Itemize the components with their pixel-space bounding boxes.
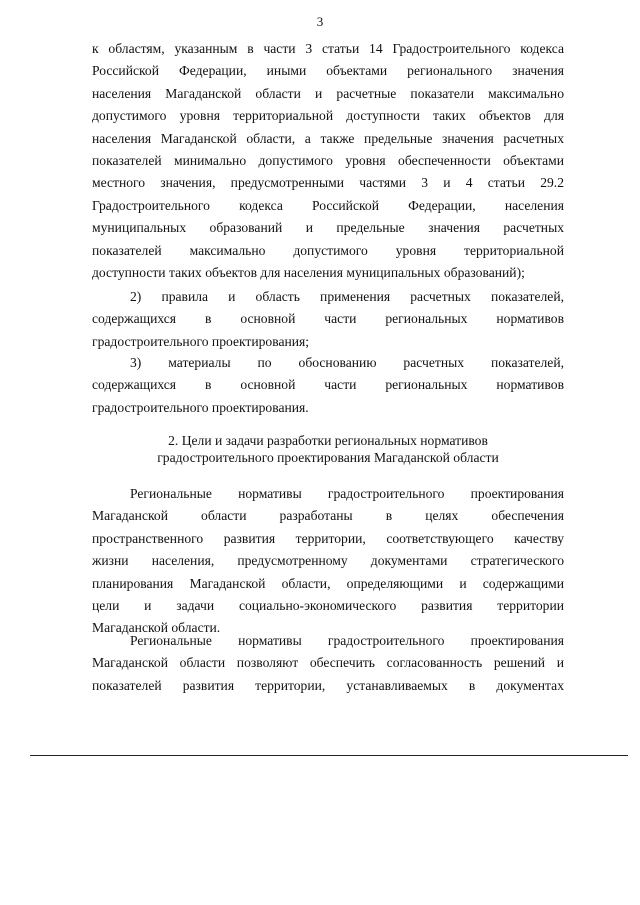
paragraph-goals <box>92 483 564 640</box>
text-line: содержащихся в основной части региональных нормативов <box>92 311 564 327</box>
text-line: пространственного развития территории, соответствующего качеству <box>92 530 564 546</box>
text-line: показателей максимально допустимого уровня территориальной <box>92 242 564 258</box>
paragraph-text <box>92 630 564 697</box>
heading-line: градостроительного проектирования Магаданской области <box>157 450 499 465</box>
text-line: Региональные нормативы градостроительного проектирования <box>130 486 564 501</box>
text-line: Магаданской области позволяют обеспечить согласованность решений и <box>92 655 564 671</box>
text-line: допустимого уровня территориальной доступности таких объектов для <box>92 108 564 124</box>
text-line: Магаданской области разработаны в целях обеспечения <box>92 508 564 524</box>
text-line: населения Магаданской области и расчетные показатели максимально <box>92 85 564 101</box>
list-item-text <box>92 286 564 353</box>
paragraph-text <box>92 483 564 640</box>
text-line: планирования Магаданской области, определяющими и содержащими <box>92 575 564 591</box>
text-line: градостроительного проектирования. <box>92 399 309 415</box>
text-line: 3) материалы по обоснованию расчетных показателей, <box>130 355 564 370</box>
paragraph-consistency <box>92 630 564 697</box>
text-line: муниципальных образований и предельные значения расчетных <box>92 220 564 236</box>
section-heading <box>92 432 564 466</box>
footer-divider <box>30 755 628 756</box>
list-item-text <box>92 352 564 419</box>
text-line: жизни населения, предусмотренному документами стратегического <box>92 553 564 569</box>
text-line: 2) правила и область применения расчетных показателей, <box>130 289 564 304</box>
text-line: Российской Федерации, иными объектами регионального значения <box>92 63 564 79</box>
page-number: 3 <box>316 14 324 29</box>
text-line: Магаданской области. <box>92 620 221 636</box>
text-line: цели и задачи социально-экономического развития территории <box>92 598 564 614</box>
text-line: показателей развития территории, устанавливаемых в документах <box>92 677 564 693</box>
text-line: местного значения, предусмотренными частями 3 и 4 статьи 29.2 <box>92 175 564 191</box>
text-line: населения Магаданской области, а также предельные значения расчетных <box>92 130 564 146</box>
text-line: Градостроительного кодекса Российской Федерации, населения <box>92 197 564 213</box>
list-item-2 <box>92 286 564 353</box>
text-line: к областям, указанным в части 3 статьи 14 Градостроительного кодекса <box>92 41 564 56</box>
paragraph-text <box>92 38 564 284</box>
text-line: доступности таких объектов для населения муниципальных образований); <box>92 265 525 281</box>
heading-line: 2. Цели и задачи разработки региональных нормативов <box>168 433 488 448</box>
text-line: содержащихся в основной части региональных нормативов <box>92 377 564 393</box>
paragraph-continuation <box>92 38 564 284</box>
list-item-3 <box>92 352 564 419</box>
text-line: Региональные нормативы градостроительного проектирования <box>130 633 564 648</box>
text-line: показателей минимально допустимого уровня обеспеченности объектами <box>92 153 564 169</box>
text-line: градостроительного проектирования; <box>92 333 310 349</box>
